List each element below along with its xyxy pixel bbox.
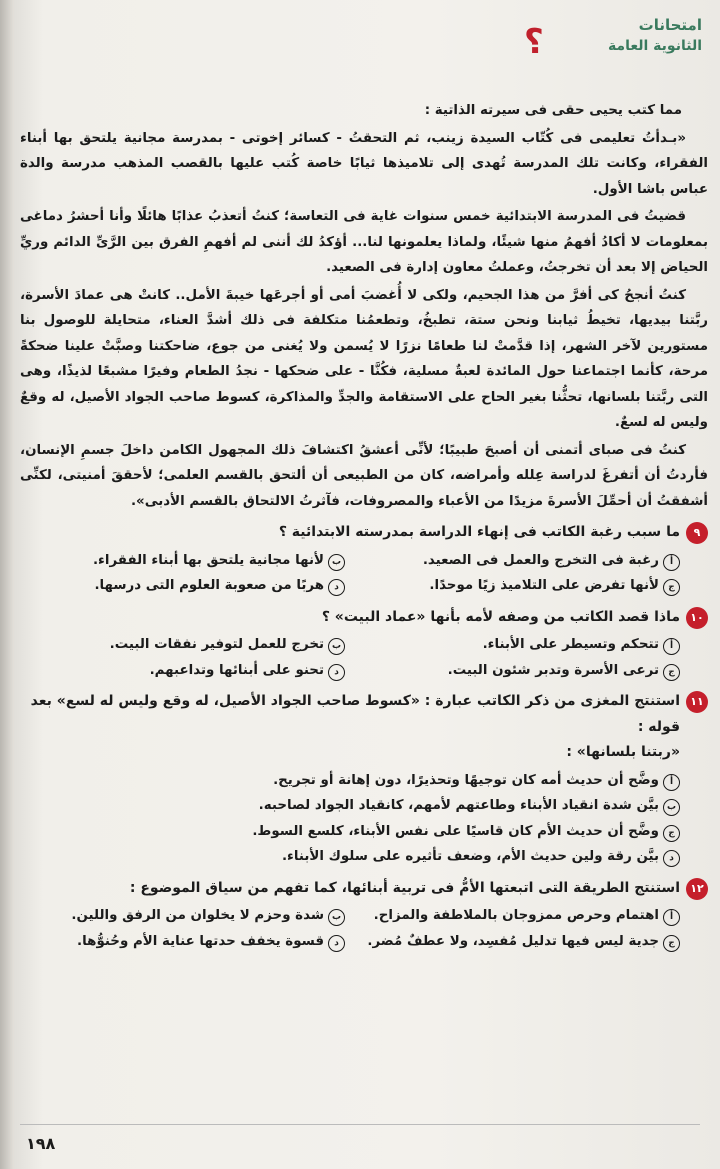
question-number-badge: ٩ <box>686 522 708 544</box>
question-10 <box>20 605 708 684</box>
option-b[interactable] <box>20 548 345 574</box>
option-text: رغبة فى التخرج والعمل فى الصعيد. <box>422 552 659 568</box>
option-b[interactable] <box>20 632 345 658</box>
page-header <box>512 16 702 66</box>
option-text: جدية ليس فيها تدليل مُفسِد، ولا عطفٌ مُضر. <box>367 933 659 949</box>
option-d[interactable] <box>20 929 345 955</box>
option-letter: ج <box>663 579 680 596</box>
option-letter: د <box>328 664 345 681</box>
option-letter: ب <box>328 909 345 926</box>
option-text: ترعى الأسرة وتدبر شئون البيت. <box>447 662 659 678</box>
question-9 <box>20 520 708 599</box>
question-12 <box>20 876 708 955</box>
passage-intro: مما كتب يحيى حقى فى سيرته الذاتية : <box>424 103 682 118</box>
book-binding-shadow <box>0 0 14 1169</box>
option-text: هربًا من صعوبة العلوم التى درسها. <box>94 578 324 593</box>
option-c[interactable] <box>355 929 680 955</box>
option-letter: أ <box>663 638 680 655</box>
question-text: استنتج الطريقة التى اتبعتها الأمُّ فى تربية أبنائها، كما تفهم من سياق الموضوع : <box>129 879 680 896</box>
option-text: لأنها مجانية يلتحق بها أبناء الفقراء. <box>92 552 324 568</box>
option-a[interactable] <box>20 768 680 794</box>
option-letter: أ <box>663 774 680 791</box>
option-text: تحنو على أبنائها وتداعبهم. <box>149 662 324 678</box>
footer-divider <box>20 1124 700 1125</box>
option-text: اهتمام وحرص ممزوجان بالملاطفة والمزاح. <box>373 908 659 923</box>
option-c[interactable] <box>355 658 680 684</box>
option-text: وضَّح أن حديث الأم كان قاسيًا على نفس الأبناء، كلسع السوط. <box>252 823 659 839</box>
option-b[interactable] <box>20 793 680 819</box>
option-text: بيَّن رقة ولين حديث الأم، وضعف تأثيره على سلوك الأبناء. <box>281 849 659 864</box>
option-text: قسوة يخفف حدتها عناية الأم وحُنوُّها. <box>77 933 324 949</box>
question-subtext: «ربتنا بلسانها» : <box>566 744 680 760</box>
option-a[interactable] <box>355 632 680 658</box>
option-text: وضَّح أن حديث أمه كان توجيهًا وتحذيرًا، دون إهانة أو تجريح. <box>273 772 659 788</box>
page-content <box>20 98 708 954</box>
option-letter: ب <box>328 638 345 655</box>
header-subtitle: الثانوية العامة <box>607 38 702 54</box>
question-text: استنتج المغزى من ذكر الكاتب عبارة : «كسوط صاحب الجواد الأصيل، له وقع وليس له لسع» بعد قوله : <box>30 693 680 735</box>
option-letter: أ <box>663 554 680 571</box>
header-title: امتحانات <box>638 16 702 34</box>
passage-paragraph-3: كنتُ أنجحُ كى أفرَّ من هذا الجحيم، ولكى لا أُغضبَ أمى أو أجرعَها خيبةَ الأمل.. كانتْ هى عمادَ الأسرة، ربَّتنا بيديها، تخيطُ ثيابنا ونحن ستة، تطبخُ، وتطعمُنا متكلفة فى ذلك أشدَّ العناء، متحايلة للوصول بنا مستورين لآخر الشهر، إذا قدَّمتْ لنا طعامًا نزرًا لا يُسمن ولا يُغنى من جوع، ضاحكتنا وصبَّتْ علينا ضحكةً مرحة، كأنما اجتماعنا حول المائدة لعبةٌ مسلية، فكُنَّا - على ضحكها - نجدُ الطعام وفيرًا مشبعًا لذيذًا، وهى التى ربَّتنا بلسانها، تحثُّنا بغير الحاح على الاستقامة والجدِّ والمذاكرة، كسوط صاحب الجواد الأصيل، له وقعٌ وليس له لسعٌ. <box>20 287 708 430</box>
question-number-badge: ١١ <box>686 691 708 713</box>
option-text: تتحكم وتسيطر على الأبناء. <box>482 637 659 652</box>
question-text: ما سبب رغبة الكاتب فى إنهاء الدراسة بمدرسته الابتدائية ؟ <box>278 524 680 540</box>
passage-paragraph-2: قضيتُ فى المدرسة الابتدائية خمس سنوات غاية فى التعاسة؛ كنتُ أتعذبُ عذابًا هائلًا وأنا أحشرُ دماغى بمعلومات لا أكادُ أفهمُ منها شيئًا، ولماذا يعلمونها لنا... أؤكدُ لك أننى لم أفهمِ الفرق بين الرَّىِّ الدائم وريِّ الحياض إلا بعد أن تخرجتُ، وعملتُ معاون إدارة فى الصعيد. <box>20 209 708 275</box>
option-letter: د <box>328 935 345 952</box>
option-letter: د <box>328 579 345 596</box>
option-text: تخرج للعمل لتوفير نفقات البيت. <box>109 637 324 652</box>
option-text: لأنها تفرض على التلاميذ زيًا موحدًا. <box>429 578 659 593</box>
question-11 <box>20 689 708 870</box>
option-letter: د <box>663 850 680 867</box>
option-a[interactable] <box>355 548 680 574</box>
passage-paragraph-4: كنتُ فى صباى أتمنى أن أصبحَ طبيبًا؛ لأنِّى أعشقُ اكتشافَ ذلك المجهول الكامن داخلَ جسمِ الإنسان، فأردتُ أن أتفرغَ لدراسة عِلله وأمراضه، كان من الطبيعى أن ألتحق بالقسم العلمى؛ لأحققَ أمنيتى، لكنِّى أشفقتُ أن أحمِّلَ الأسرةَ مزيدًا من الأعباء والمصروفات، فآثرتُ الالتحاق بالقسم الأدبى». <box>20 442 708 509</box>
question-text: ماذا قصد الكاتب من وصفه لأمه بأنها «عماد البيت» ؟ <box>321 608 680 625</box>
option-letter: ج <box>663 664 680 681</box>
option-d[interactable] <box>20 573 345 599</box>
passage-paragraph-1: «بـدأتُ تعليمى فى كُتّاب السيدة زينب، ثم التحقتُ - كسائر إخوتى - بمدرسة مجانية يلتحق بها أبناء الفقراء، وكانت تلك المدرسة تُهدى إلى تلاميذها ثيابًا خاصة كُتب عليها بالقصب المذهب مدرسة والدة عباس باشا الأول. <box>20 130 708 197</box>
question-number-badge: ١٠ <box>686 607 708 629</box>
option-b[interactable] <box>20 903 345 929</box>
page-number: ١٩٨ <box>26 1134 56 1153</box>
option-a[interactable] <box>355 903 680 929</box>
option-letter: ب <box>328 554 345 571</box>
option-d[interactable] <box>20 844 680 870</box>
option-d[interactable] <box>20 658 345 684</box>
option-c[interactable] <box>355 573 680 599</box>
option-letter: ج <box>663 935 680 952</box>
question-number-badge: ١٢ <box>686 878 708 900</box>
option-letter: أ <box>663 909 680 926</box>
option-c[interactable] <box>20 819 680 845</box>
option-letter: ب <box>663 799 680 816</box>
option-letter: ج <box>663 825 680 842</box>
option-text: بيَّن شدة انقياد الأبناء وطاعتهم لأمهم، كانقياد الجواد لصاحبه. <box>258 798 659 813</box>
question-mark-icon: ؟ <box>524 22 544 62</box>
option-text: شدة وحزم لا يخلوان من الرفق واللين. <box>71 908 324 923</box>
